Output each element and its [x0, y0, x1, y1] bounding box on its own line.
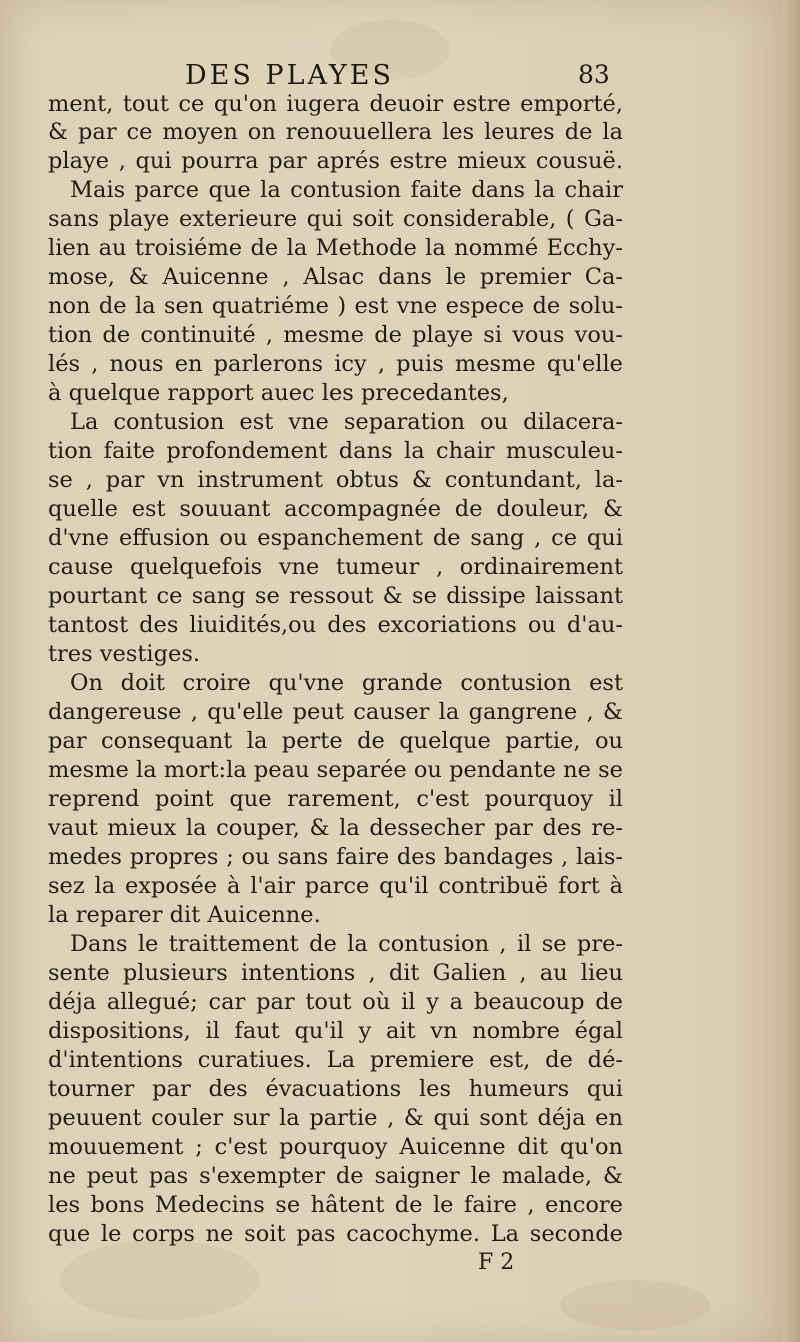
text-line: d'intentions curatiues. La premiere est, de dé- — [48, 1047, 623, 1073]
text-line: mouuement ; c'est pourquoy Auicenne dit qu'on — [48, 1134, 623, 1160]
text-line: d'vne effusion ou espanchement de sang , ce qui — [48, 525, 623, 551]
text-line: déja allegué; car par tout où il y a beaucoup de — [48, 989, 623, 1015]
text-line: non de la sen quatriéme ) est vne espece de solu- — [48, 293, 623, 319]
text-line: mose, & Auicenne , Alsac dans le premier Ca- — [48, 264, 623, 290]
text-line: medes propres ; ou sans faire des bandages , lais- — [48, 844, 623, 870]
text-line: La contusion est vne separation ou dilacera- — [70, 409, 623, 435]
text-line: On doit croire qu'vne grande contusion est — [70, 670, 623, 696]
text-line: sente plusieurs intentions , dit Galien , au lieu — [48, 960, 623, 986]
text-line: Mais parce que la contusion faite dans la chair — [70, 177, 623, 203]
text-line: dangereuse , qu'elle peut causer la gangrene , & — [48, 699, 623, 725]
text-line: cause quelquefois vne tumeur , ordinairement — [48, 554, 623, 580]
text-line: tion faite profondement dans la chair musculeu- — [48, 438, 623, 464]
text-line: vaut mieux la couper, & la dessecher par des re- — [48, 815, 623, 841]
running-head-title: DES PLAYES — [185, 60, 394, 91]
text-line: dispositions, il faut qu'il y ait vn nombre égal — [48, 1018, 623, 1044]
text-line: les bons Medecins se hâtent de le faire , encore — [48, 1192, 623, 1218]
text-line: ne peut pas s'exempter de saigner le malade, & — [48, 1163, 623, 1189]
text-line: par consequant la perte de quelque partie, ou — [48, 728, 623, 754]
text-line: sez la exposée à l'air parce qu'il contribuë fort à — [48, 873, 623, 899]
text-line: lés , nous en parlerons icy , puis mesme qu'elle — [48, 351, 623, 377]
signature-mark: F 2 — [478, 1250, 515, 1275]
text-line: mesme la mort:la peau separée ou pendante ne se — [48, 757, 623, 783]
text-line: à quelque rapport auec les precedantes, — [48, 380, 509, 406]
text-line: pourtant ce sang se ressout & se dissipe laissant — [48, 583, 623, 609]
text-line: & par ce moyen on renouuellera les leures de la — [48, 119, 623, 145]
text-line: ment, tout ce qu'on iugera deuoir estre emporté, — [48, 91, 623, 117]
text-line: quelle est souuant accompagnée de douleur, & — [48, 496, 623, 522]
text-line: se , par vn instrument obtus & contundant, la- — [48, 467, 623, 493]
text-line: que le corps ne soit pas cacochyme. La seconde — [48, 1221, 623, 1247]
text-line: la reparer dit Auicenne. — [48, 902, 321, 928]
text-line: lien au troisiéme de la Methode la nommé Ecchy- — [48, 235, 623, 261]
text-line: peuuent couler sur la partie , & qui sont déja en — [48, 1105, 623, 1131]
text-line: tion de continuité , mesme de playe si vous vou- — [48, 322, 623, 348]
text-line: reprend point que rarement, c'est pourquoy il — [48, 786, 623, 812]
text-line: playe , qui pourra par aprés estre mieux cousuë. — [48, 148, 623, 174]
text-line: tres vestiges. — [48, 641, 201, 667]
text-line: sans playe exterieure qui soit considerable, ( Ga- — [48, 206, 623, 232]
page-number: 83 — [578, 60, 610, 89]
text-line: Dans le traittement de la contusion , il se pre- — [70, 931, 623, 957]
text-line: tourner par des évacuations les humeurs qui — [48, 1076, 623, 1102]
text-line: tantost des liuidités,ou des excoriations ou d'au- — [48, 612, 623, 638]
page-edge — [782, 0, 800, 1342]
